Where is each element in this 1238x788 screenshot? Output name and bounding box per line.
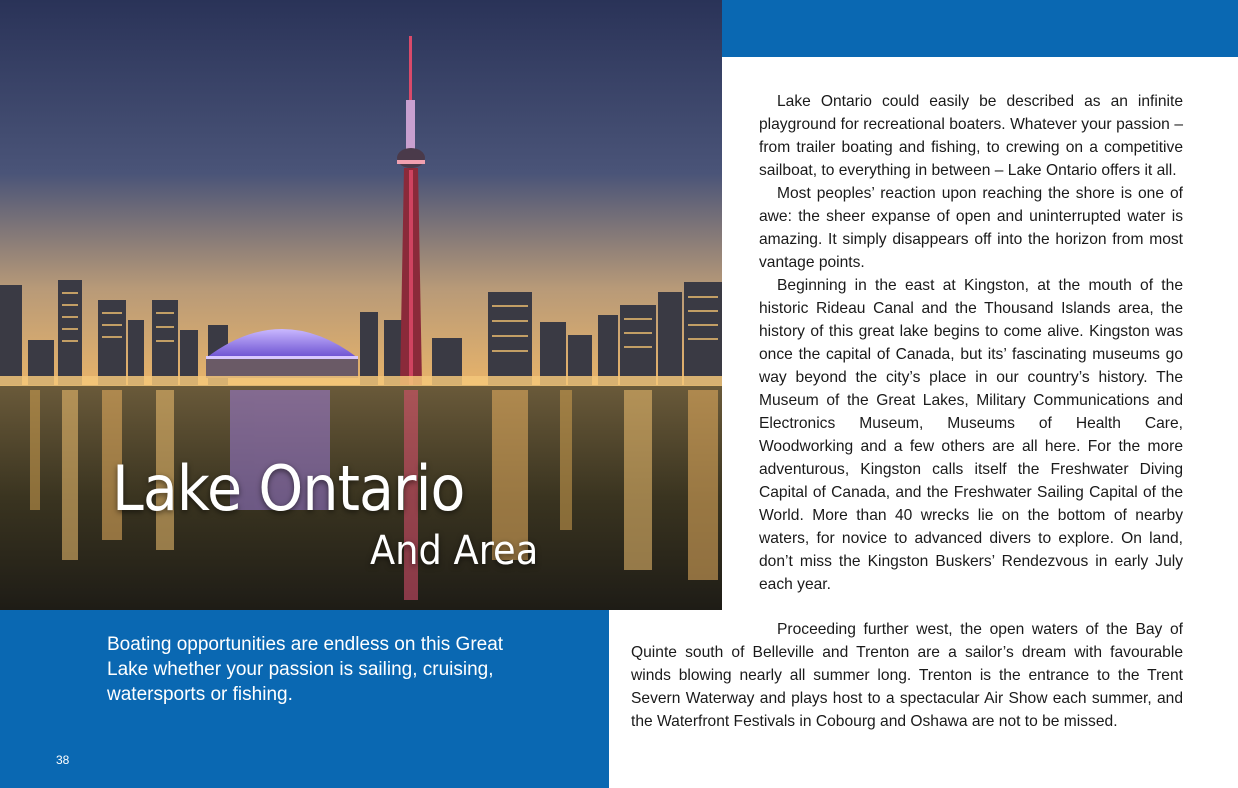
article-paragraph-3: Beginning in the east at Kingston, at the mouth of the historic Rideau Canal and the Thousand Islands area, the history of this great lake begins to come alive. Kingston was once the capital of Canada, but its’ fascinating museums go way beyond the city’s place in our country’s history. The Museum of the Great Lakes, Military Communications and Electronics Museum, Museums of Health Care, Woodworking and a few others are all here. For the more adventurous, Kingston calls itself the Freshwater Diving Capital of Canada, and the Freshwater Sailing Capital of the World. More than 40 wrecks lie on the bottom of nearby waters, for novice to advanced divers to explore. On land, don’t miss the Kingston Buskers’ Rendezvous in early July each year. (759, 277, 1183, 593)
article-paragraph-4: Proceeding further west, the open waters of the Bay of Quinte south of Belleville and Trenton are a sailor’s dream with favourable winds blowing nearly all summer long. Trenton is the entrance to the Trent Severn Waterway and plays host to a spectacular Air Show each summer, and the Waterfront Festivals in Cobourg and Oshawa are not to be missed. (631, 621, 1183, 730)
article-paragraph-2: Most peoples’ reaction upon reaching the shore is one of awe: the sheer expanse of open and uninterrupted water is amazing. It simply disappears off into the horizon from most vantage points. (759, 185, 1183, 271)
page-title: Lake Ontario (112, 452, 465, 525)
photo-caption: Boating opportunities are endless on this Great Lake whether your passion is sailing, cruising, watersports or fishing. (107, 634, 504, 705)
page-number: 38 (56, 753, 70, 767)
caption-panel (0, 610, 609, 788)
article-column-lower (631, 618, 1183, 733)
skyline-photo (0, 0, 722, 610)
article-paragraph-1: Lake Ontario could easily be described as an infinite playground for recreational boaters. Whatever your passion – from trailer boating and fishing, to crewing on a competitive sailboat, to everything in between – Lake Ontario offers it all. (759, 93, 1183, 179)
header-color-band (722, 0, 1238, 57)
article-column-upper (759, 90, 1183, 596)
page-subtitle: And Area (370, 528, 539, 574)
